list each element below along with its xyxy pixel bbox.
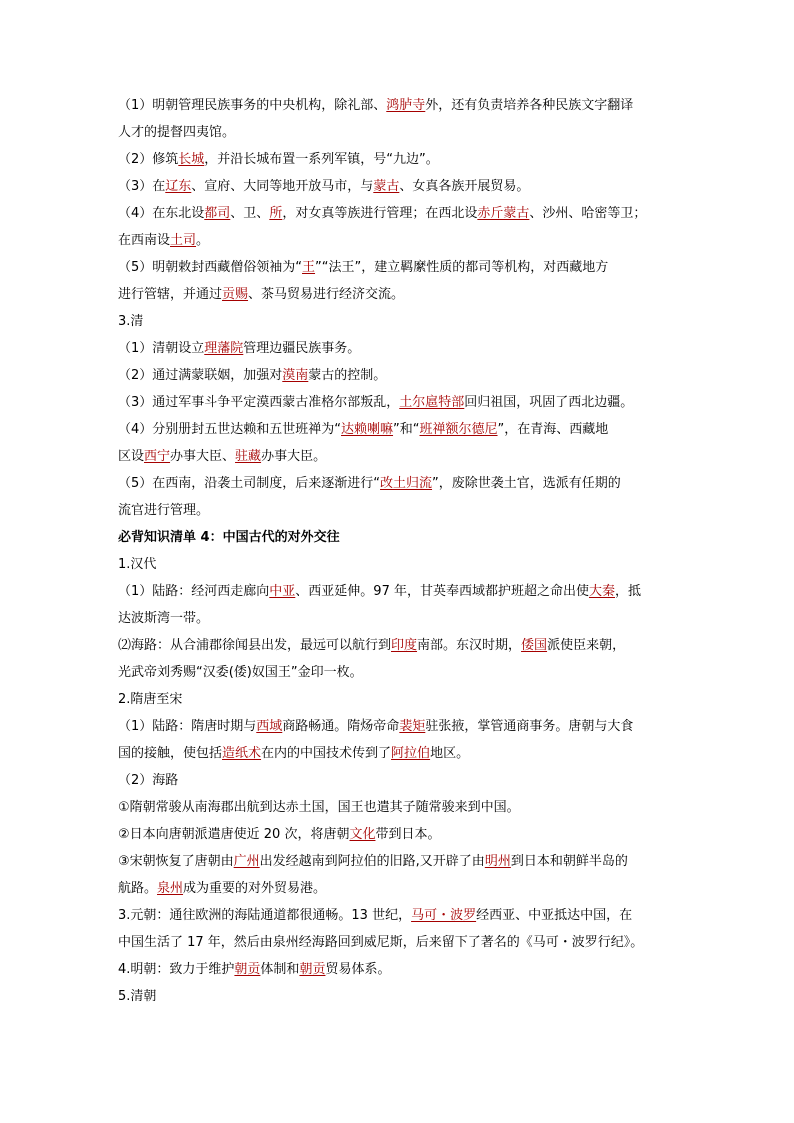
text-segment: ，对女真等族进行管理；在西北设 xyxy=(282,206,478,221)
text-segment: 商路畅通。隋炀帝命 xyxy=(282,719,400,734)
text-line xyxy=(118,686,678,713)
text-segment: 贸易体系。 xyxy=(325,962,391,977)
text-line xyxy=(118,875,678,902)
text-segment: 3.元朝：通往欧洲的海陆通道都很通畅。13 世纪， xyxy=(118,908,412,923)
text-segment: 带到日本。 xyxy=(375,827,441,842)
document-body xyxy=(118,92,678,1010)
text-segment: 管理边疆民族事务。 xyxy=(243,341,361,356)
text-segment: 国的接触，使包括 xyxy=(118,746,223,761)
underlined-keyword: 朝贡 xyxy=(234,962,261,977)
text-segment: ，抵 xyxy=(615,584,642,599)
text-line xyxy=(118,119,678,146)
text-line xyxy=(118,497,678,524)
underlined-keyword: 驻藏 xyxy=(235,449,262,464)
text-segment: （3）通过军事斗争平定漠西蒙古准格尔部叛乱， xyxy=(118,395,400,410)
underlined-keyword: 达赖喇嘛 xyxy=(341,422,394,437)
underlined-keyword: 明州 xyxy=(484,854,511,869)
text-line xyxy=(118,551,678,578)
underlined-keyword: 蒙古 xyxy=(373,179,400,194)
text-line xyxy=(118,578,678,605)
text-line xyxy=(118,713,678,740)
underlined-keyword: 赤斤蒙古 xyxy=(477,206,530,221)
section-heading: 必背知识清单 4：中国古代的对外交往 xyxy=(118,530,340,545)
text-line xyxy=(118,767,678,794)
underlined-keyword: 朝贡 xyxy=(299,962,326,977)
text-segment: （5）在西南，沿袭土司制度，后来逐渐进行“ xyxy=(118,476,381,491)
text-segment: 成为重要的对外贸易港。 xyxy=(183,881,327,896)
text-segment: 、宣府、大同等地开放马市，与 xyxy=(191,179,374,194)
text-line xyxy=(118,227,678,254)
underlined-keyword: 都司 xyxy=(204,206,231,221)
text-segment: 中国生活了 17 年，然后由泉州经海路回到威尼斯，后来留下了著名的《马可・波罗行纪》。 xyxy=(118,935,644,950)
text-segment: 经西亚、中亚抵达中国，在 xyxy=(476,908,633,923)
text-line xyxy=(118,956,678,983)
text-segment: ①隋朝常骏从南海郡出航到达赤土国，国王也遣其子随常骏来到中国。 xyxy=(118,800,520,815)
text-segment: 南部。东汉时期， xyxy=(417,638,522,653)
text-line xyxy=(118,92,678,119)
text-segment: 区设 xyxy=(118,449,145,464)
text-line xyxy=(118,821,678,848)
text-segment: 地区。 xyxy=(430,746,470,761)
text-line xyxy=(118,470,678,497)
text-segment: 1.汉代 xyxy=(118,557,157,572)
text-segment: （5）明朝敕封西藏僧俗领袖为“ xyxy=(118,260,303,275)
text-line xyxy=(118,848,678,875)
text-line xyxy=(118,983,678,1010)
text-segment: （1）陆路：经河西走廊向 xyxy=(118,584,270,599)
text-segment: 派使臣来朝， xyxy=(547,638,626,653)
text-segment: 到日本和朝鲜半岛的 xyxy=(510,854,628,869)
text-line xyxy=(118,254,678,281)
text-segment: （2）海路 xyxy=(118,773,179,788)
text-line xyxy=(118,389,678,416)
underlined-keyword: 改土归流 xyxy=(380,476,433,491)
text-segment: 航路。 xyxy=(118,881,158,896)
text-segment: 、沙州、哈密等卫； xyxy=(529,206,647,221)
underlined-keyword: 造纸术 xyxy=(222,746,262,761)
text-line xyxy=(118,794,678,821)
text-segment: （4）在东北设 xyxy=(118,206,205,221)
text-segment: ③宋朝恢复了唐朝由 xyxy=(118,854,234,869)
text-line xyxy=(118,605,678,632)
text-line xyxy=(118,173,678,200)
underlined-keyword: 文化 xyxy=(349,827,376,842)
text-segment: 。 xyxy=(196,233,210,248)
text-segment: 回归祖国，巩固了西北边疆。 xyxy=(464,395,634,410)
underlined-keyword: 辽东 xyxy=(165,179,192,194)
underlined-keyword: 中亚 xyxy=(269,584,296,599)
text-segment: ”“法王”，建立羁縻性质的都司等机构，对西藏地方 xyxy=(315,260,609,275)
text-segment: 体制和 xyxy=(260,962,300,977)
text-line xyxy=(118,362,678,389)
text-segment: 在西南设 xyxy=(118,233,171,248)
text-line xyxy=(118,281,678,308)
underlined-keyword: 马可・波罗 xyxy=(411,908,477,923)
text-line xyxy=(118,200,678,227)
text-segment: 流官进行管理。 xyxy=(118,503,210,518)
text-segment: ⑵海路：从合浦郡徐闻县出发，最远可以航行到 xyxy=(118,638,392,653)
text-segment: 出发经越南到阿拉伯的旧路,又开辟了由 xyxy=(259,854,485,869)
underlined-keyword: 班禅额尔德尼 xyxy=(419,422,498,437)
text-line xyxy=(118,335,678,362)
text-segment: 达波斯湾一带。 xyxy=(118,611,210,626)
text-line xyxy=(118,659,678,686)
text-segment: ”，在青海、西藏地 xyxy=(497,422,609,437)
underlined-keyword: 漠南 xyxy=(282,368,309,383)
text-segment: 、女真各族开展贸易。 xyxy=(399,179,530,194)
underlined-keyword: 所 xyxy=(269,206,283,221)
text-segment: （1）明朝管理民族事务的中央机构，除礼部、 xyxy=(118,98,387,113)
underlined-keyword: 贡赐 xyxy=(222,287,249,302)
text-segment: 办事大臣。 xyxy=(261,449,327,464)
text-line xyxy=(118,443,678,470)
text-segment: （1）陆路：隋唐时期与 xyxy=(118,719,257,734)
text-segment: 人才的提督四夷馆。 xyxy=(118,125,236,140)
underlined-keyword: 裴矩 xyxy=(399,719,426,734)
text-segment: （2）修筑 xyxy=(118,152,179,167)
text-segment: 外，还有负责培养各种民族文字翻译 xyxy=(425,98,634,113)
text-segment: ，并沿长城布置一系列军镇，号“九边”。 xyxy=(204,152,439,167)
text-segment: ”和“ xyxy=(393,422,420,437)
text-line xyxy=(118,632,678,659)
underlined-keyword: 广州 xyxy=(233,854,260,869)
text-segment: 、西亚延伸。97 年，甘英奉西域都护班超之命出使 xyxy=(295,584,589,599)
text-segment: 在内的中国技术传到了 xyxy=(261,746,392,761)
underlined-keyword: 阿拉伯 xyxy=(391,746,431,761)
text-segment: 2.隋唐至宋 xyxy=(118,692,183,707)
underlined-keyword: 印度 xyxy=(391,638,418,653)
underlined-keyword: 泉州 xyxy=(157,881,184,896)
text-segment: 5.清朝 xyxy=(118,989,157,1004)
underlined-keyword: 王 xyxy=(302,260,316,275)
text-line xyxy=(118,146,678,173)
text-segment: （1）清朝设立 xyxy=(118,341,205,356)
text-line xyxy=(118,740,678,767)
underlined-keyword: 西域 xyxy=(256,719,283,734)
text-line xyxy=(118,524,678,551)
text-segment: 办事大臣、 xyxy=(170,449,236,464)
underlined-keyword: 西宁 xyxy=(144,449,171,464)
underlined-keyword: 土司 xyxy=(170,233,197,248)
underlined-keyword: 理藩院 xyxy=(204,341,244,356)
text-line xyxy=(118,308,678,335)
text-segment: 3.清 xyxy=(118,314,144,329)
text-segment: 蒙古的控制。 xyxy=(308,368,387,383)
underlined-keyword: 长城 xyxy=(178,152,205,167)
text-segment: ②日本向唐朝派遣唐使近 20 次，将唐朝 xyxy=(118,827,350,842)
text-segment: 、卫、 xyxy=(230,206,270,221)
text-segment: （4）分别册封五世达赖和五世班禅为“ xyxy=(118,422,342,437)
text-line xyxy=(118,929,678,956)
underlined-keyword: 倭国 xyxy=(521,638,548,653)
text-segment: 光武帝刘秀赐“汉委(倭)奴国王”金印一枚。 xyxy=(118,665,363,680)
text-segment: 进行管辖，并通过 xyxy=(118,287,223,302)
text-segment: （2）通过满蒙联姻，加强对 xyxy=(118,368,283,383)
text-segment: 4.明朝：致力于维护 xyxy=(118,962,235,977)
text-line xyxy=(118,902,678,929)
text-segment: 驻张掖，掌管通商事务。唐朝与大食 xyxy=(425,719,634,734)
underlined-keyword: 土尔扈特部 xyxy=(399,395,465,410)
text-line xyxy=(118,416,678,443)
underlined-keyword: 鸿胪寺 xyxy=(386,98,426,113)
text-segment: 、茶马贸易进行经济交流。 xyxy=(248,287,405,302)
text-segment: （3）在 xyxy=(118,179,166,194)
text-segment: ”，废除世袭土官，选派有任期的 xyxy=(432,476,621,491)
underlined-keyword: 大秦 xyxy=(588,584,615,599)
